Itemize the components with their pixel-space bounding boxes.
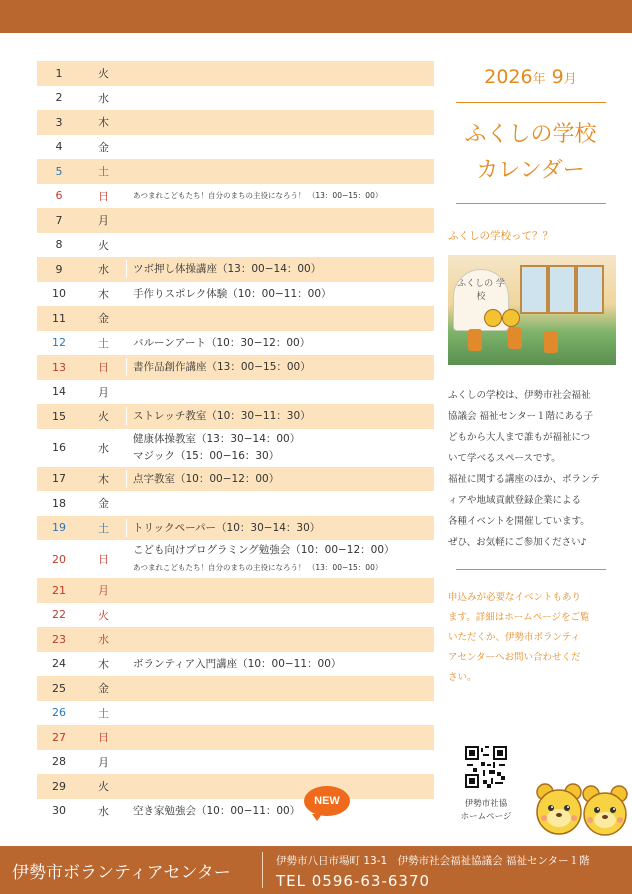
weekday: 土 [98,165,109,179]
calendar-row [37,355,434,380]
note [448,588,613,688]
calendar-row [37,61,434,86]
day-number: 10 [52,287,66,301]
weekday: 月 [98,584,109,598]
description-line: ふくしの学校は、伊勢市社会福祉 [448,390,591,401]
day-number: 9 [55,262,63,276]
day-number: 14 [52,385,66,399]
day-number: 18 [52,496,66,510]
event-cell [126,186,434,205]
calendar-row [37,86,434,111]
about-heading: ふくしの学校って？？ [448,230,553,242]
day-number: 16 [52,441,66,454]
day-number: 4 [55,140,63,154]
weekday: 水 [98,91,109,105]
year: 2026 [484,66,533,88]
bear-mascot-icon [533,780,628,842]
weekday: 水 [98,633,109,647]
day-number: 27 [52,730,66,744]
weekday: 月 [98,385,109,399]
event-item: ストレッチ教室（10：30−11：30） [133,410,311,423]
event-cell [126,802,434,820]
calendar-row [37,516,434,541]
qr-code[interactable] [465,746,507,788]
weekday: 火 [98,780,109,794]
calendar-row [37,257,434,282]
weekday: 火 [98,238,109,252]
day-number: 2 [55,91,63,105]
weekday: 土 [98,336,109,350]
day-number: 25 [52,681,66,695]
calendar-row [37,750,434,775]
day-number: 6 [55,189,63,203]
day-number: 12 [52,336,66,350]
calendar-row [37,429,434,467]
note-line: アセンターへお問い合わせくだ [448,652,581,663]
top-bar [0,0,632,33]
note-line: ます。詳細はホームページをご覧 [448,612,590,623]
event-cell [126,470,434,488]
day-number: 24 [52,657,66,671]
calendar-row [37,701,434,726]
school-photo [448,255,616,365]
day-number: 20 [52,552,66,566]
weekday: 日 [98,361,109,375]
event-item: マジック（15：00−16：30） [133,449,280,462]
weekday: 木 [98,657,109,671]
month: 9 [551,66,564,88]
weekday: 木 [98,472,109,486]
event-title: あつまれこどもたち！自分のまちの主役になろう！ [133,563,306,572]
calendar-row [37,774,434,799]
calendar-row [37,208,434,233]
note-line: いただくか、伊勢市ボランティ [448,632,581,643]
calendar-row [37,627,434,652]
org-name: 伊勢市ボランティアセンター [12,862,231,883]
event-cell [126,407,434,425]
weekday: 火 [98,608,109,622]
calendar-row [37,184,434,209]
event-item: 手作りスポレク体験（10：00−11：00） [133,287,332,300]
calendar-row [37,540,434,578]
weekday: 水 [98,804,109,818]
note-line: 申込みが必要なイベントもあり [448,592,582,603]
day-number: 11 [52,311,66,325]
calendar-row [37,467,434,492]
description-line: ぜひ、お気軽にご参加ください♪ [448,537,587,548]
event-cell [126,285,434,303]
weekday: 土 [98,706,109,720]
weekday: 水 [98,263,109,277]
calendar-table [37,61,434,823]
divider [456,203,606,204]
event-item: 点字教室（10：00−12：00） [133,472,280,485]
event-item: ツボ押し体操講座（13：00−14：00） [133,263,322,276]
event-cell [126,542,434,576]
day-number: 7 [55,213,63,227]
photo-sign: ふくしの 学校 [453,269,509,331]
day-number: 21 [52,583,66,597]
description-line: 福祉に関する講座のほか、ボランテ [448,474,601,485]
weekday: 月 [98,755,109,769]
day-number: 28 [52,755,66,769]
calendar-row [37,110,434,135]
calendar-row [37,652,434,677]
year-suffix: 年 [532,72,546,87]
address: 伊勢市八日市場町 13-1 伊勢市社会福祉協議会 福祉センター１階 [276,855,590,867]
month-title [448,66,613,88]
event-time: （13：00−15：00） [305,191,383,201]
phone-number: TEL 0596-63-6370 [276,872,431,890]
qr-label: 伊勢市社協 ホームページ [460,799,512,822]
day-number: 23 [52,632,66,646]
description-line: いて学べるスペースです。 [448,453,561,464]
divider [262,852,263,888]
weekday: 金 [98,140,109,154]
calendar-row [37,603,434,628]
event-item: こども向けプログラミング勉強会（10：00−12：00） [133,544,395,556]
weekday: 日 [98,553,109,566]
weekday: 土 [98,521,109,535]
calendar-row [37,725,434,750]
day-number: 29 [52,779,66,793]
event-cell [126,358,434,376]
day-number: 22 [52,608,66,622]
description-line: 協議会 福祉センター１階にある子 [448,411,594,422]
note-line: さい。 [448,672,477,683]
calendar-row [37,331,434,356]
calendar-row [37,233,434,258]
day-number: 15 [52,409,66,423]
day-number: 1 [55,66,63,80]
day-number: 8 [55,238,63,252]
event-cell [126,431,434,465]
calendar-row [37,491,434,516]
weekday: 火 [98,410,109,424]
page-title [448,117,613,189]
weekday: 水 [98,441,109,455]
calendar-row [37,282,434,307]
description-line: どもから大人まで誰もが福祉につ [448,432,591,443]
calendar-row [37,159,434,184]
event-item: バルーンアート（10：30−12：00） [133,336,311,349]
day-number: 30 [52,804,66,818]
event-cell [126,260,434,278]
event-title: あつまれこどもたち！自分のまちの主役になろう！ [133,191,306,201]
day-number: 3 [55,115,63,129]
calendar-row [37,380,434,405]
month-suffix: 月 [563,72,577,87]
weekday: 金 [98,312,109,326]
weekday: 金 [98,497,109,511]
event-item: 空き家勉強会（10：00−11：00） [133,804,301,817]
event-item [133,559,434,576]
weekday: 木 [98,116,109,130]
description-line: 各種イベントを開催しています。 [448,516,590,527]
day-number: 17 [52,472,66,486]
footer [0,846,632,894]
title-line-2: カレンダー [476,158,585,183]
event-cell [126,655,434,673]
event-item [133,186,434,205]
calendar-row [37,404,434,429]
description [448,385,613,553]
weekday: 火 [98,67,109,81]
title-line-1: ふくしの学校 [464,122,597,147]
new-badge: NEW [304,786,350,816]
sidebar [448,58,613,688]
weekday: 木 [98,287,109,301]
event-cell [126,334,434,352]
weekday: 金 [98,682,109,696]
divider [456,569,606,570]
event-item: ボランティア入門講座（10：00−11：00） [133,657,342,670]
calendar-row [37,799,434,824]
event-item: 健康体操教室（13：30−14：00） [133,432,301,445]
event-item: 書作品創作講座（13：00−15：00） [133,361,311,374]
description-line: ィアや地域貢献登録企業による [448,495,582,506]
day-number: 26 [52,706,66,720]
weekday: 日 [98,731,109,745]
day-number: 5 [55,164,63,178]
event-item: トリックペーパー（10：30−14：30） [133,521,321,534]
calendar-row [37,676,434,701]
day-number: 19 [52,521,66,535]
event-cell [126,519,434,537]
weekday: 月 [98,214,109,228]
event-time: （13：00−15：00） [305,563,383,572]
divider [456,102,606,103]
calendar-row [37,306,434,331]
day-number: 13 [52,360,66,374]
calendar-row [37,578,434,603]
weekday: 日 [98,189,109,203]
calendar-row [37,135,434,160]
